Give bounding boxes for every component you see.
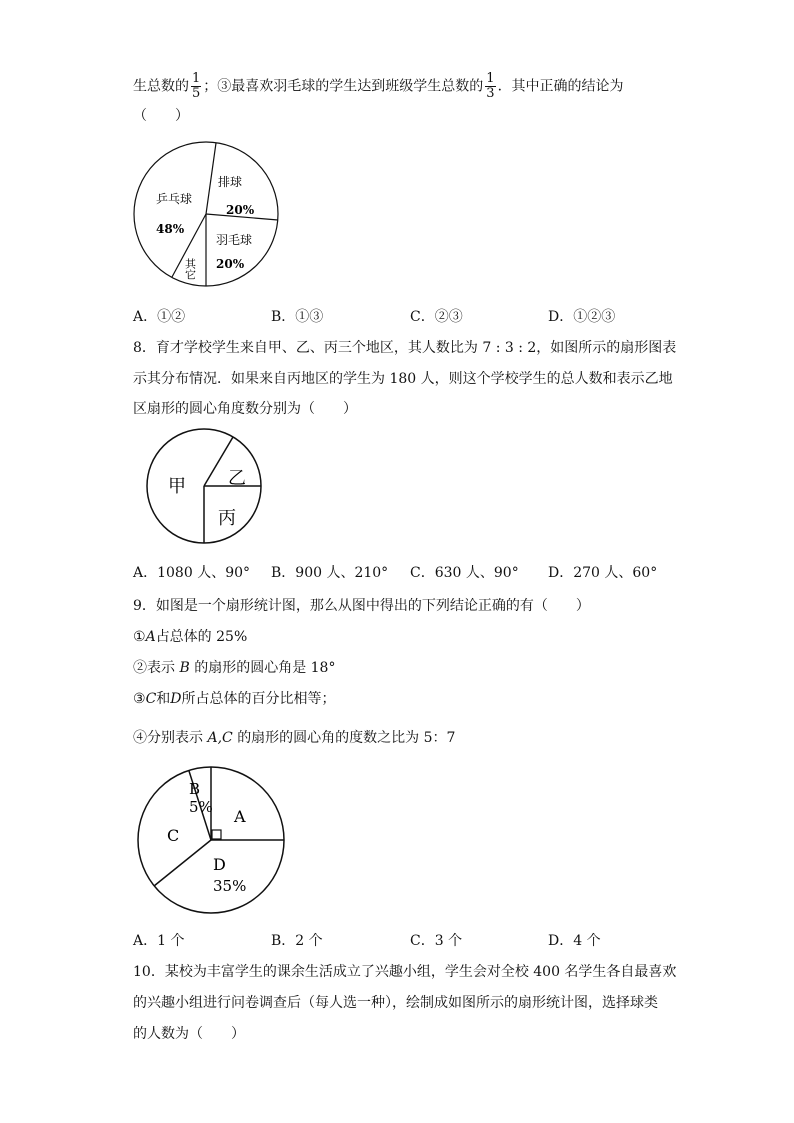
q7-text-a: 生总数的	[133, 78, 189, 95]
q7-option-d[interactable]: D．①②③	[548, 309, 616, 325]
label-c: C	[167, 826, 180, 845]
q7-line1	[133, 72, 624, 101]
label-pingpong: 乒乓球	[156, 192, 193, 206]
frac-num: 1	[192, 71, 201, 86]
s3-text-b: 和	[156, 691, 171, 707]
q8-line2: 示其分布情况．如果来自丙地区的学生为 180 人，则这个学校学生的总人数和表示乙地	[133, 371, 673, 387]
label-b-pct: 5%	[189, 798, 213, 816]
q10-line2: 的兴趣小组进行问卷调查后（每人选一种），绘制成如图所示的扇形统计图，选择球类	[133, 995, 658, 1011]
q9-option-d[interactable]: D．4 个	[548, 933, 601, 949]
s2-text-a: ②表示	[133, 660, 175, 676]
label-yumaoqiu: 羽毛球	[216, 233, 253, 247]
frac-den: 5	[192, 86, 201, 101]
label-yumaoqiu-pct: 20%	[216, 257, 245, 271]
s1-marker: ①	[133, 629, 146, 645]
q10-line3: 的人数为（ ）	[133, 1026, 245, 1042]
s3-var2: D	[170, 691, 182, 707]
label-paiqiu: 排球	[218, 175, 243, 189]
label-pingpong-pct: 48%	[156, 222, 185, 236]
label-bing: 丙	[218, 508, 236, 529]
s1-text: 占总体的 25%	[155, 629, 248, 645]
q7-option-b[interactable]: B．①③	[271, 309, 324, 325]
q9-statement-1	[133, 627, 247, 647]
q7-answer-bracket: （ ）	[133, 108, 189, 124]
q9-option-c[interactable]: C．3 个	[410, 933, 463, 949]
q7-text-c: ．其中正确的结论为	[497, 78, 624, 95]
s3-var1: C	[145, 691, 157, 707]
label-yi: 乙	[228, 468, 246, 489]
frac-num: 1	[486, 71, 495, 86]
q9-option-a[interactable]: A．1 个	[133, 933, 185, 949]
s3-text-c: 所占总体的百分比相等；	[181, 691, 336, 707]
s2-var: B	[179, 660, 190, 676]
s4-text-b: 的扇形的圆心角的度数之比为 5：7	[237, 730, 456, 746]
q7-pie-chart	[130, 138, 290, 298]
q8-option-c[interactable]: C．630 人、90°	[410, 565, 519, 581]
q8-pie-chart	[144, 426, 268, 550]
q9-line1: 9．如图是一个扇形统计图，那么从图中得出的下列结论正确的有（ ）	[133, 598, 590, 614]
label-qita: 其它	[183, 258, 197, 280]
q8-line3: 区扇形的圆心角度数分别为（ ）	[133, 401, 357, 417]
s1-var: A	[145, 629, 156, 645]
label-a: A	[234, 807, 246, 826]
label-paiqiu-pct: 20%	[226, 203, 255, 217]
frac-den: 3	[486, 86, 495, 101]
q8-option-d[interactable]: D．270 人、60°	[548, 565, 658, 581]
q9-statement-4	[133, 728, 455, 748]
fraction-one-fifth	[191, 72, 201, 101]
q9-statement-2	[133, 658, 335, 678]
q8-option-b[interactable]: B．900 人、210°	[271, 565, 389, 581]
q9-statement-3	[133, 689, 336, 709]
q10-line1: 10．某校为丰富学生的课余生活成立了兴趣小组，学生会对全校 400 名学生各自最喜欢	[133, 964, 677, 980]
q7-option-a[interactable]: A．①②	[133, 309, 186, 325]
q7-text-b: ；③最喜欢羽毛球的学生达到班级学生总数的	[203, 78, 484, 95]
label-d: D	[213, 855, 226, 874]
label-jia: 甲	[168, 476, 186, 497]
label-b: B	[189, 780, 201, 798]
s4-var: A,C	[207, 730, 233, 746]
s3-marker: ③	[133, 691, 146, 707]
fraction-one-third	[485, 72, 495, 101]
q9-pie-chart	[136, 764, 292, 920]
q7-option-c[interactable]: C．②③	[410, 309, 463, 325]
q9-option-b[interactable]: B．2 个	[271, 933, 323, 949]
q8-line1: 8．育才学校学生来自甲、乙、丙三个地区，其人数比为 7 : 3 : 2，如图所示的扇形图表	[133, 340, 677, 356]
q8-option-a[interactable]: A．1080 人、90°	[133, 565, 251, 581]
s4-text-a: ④分别表示	[133, 730, 203, 746]
label-d-pct: 35%	[213, 877, 247, 895]
s2-text-b: 的扇形的圆心角是 18°	[194, 660, 336, 676]
